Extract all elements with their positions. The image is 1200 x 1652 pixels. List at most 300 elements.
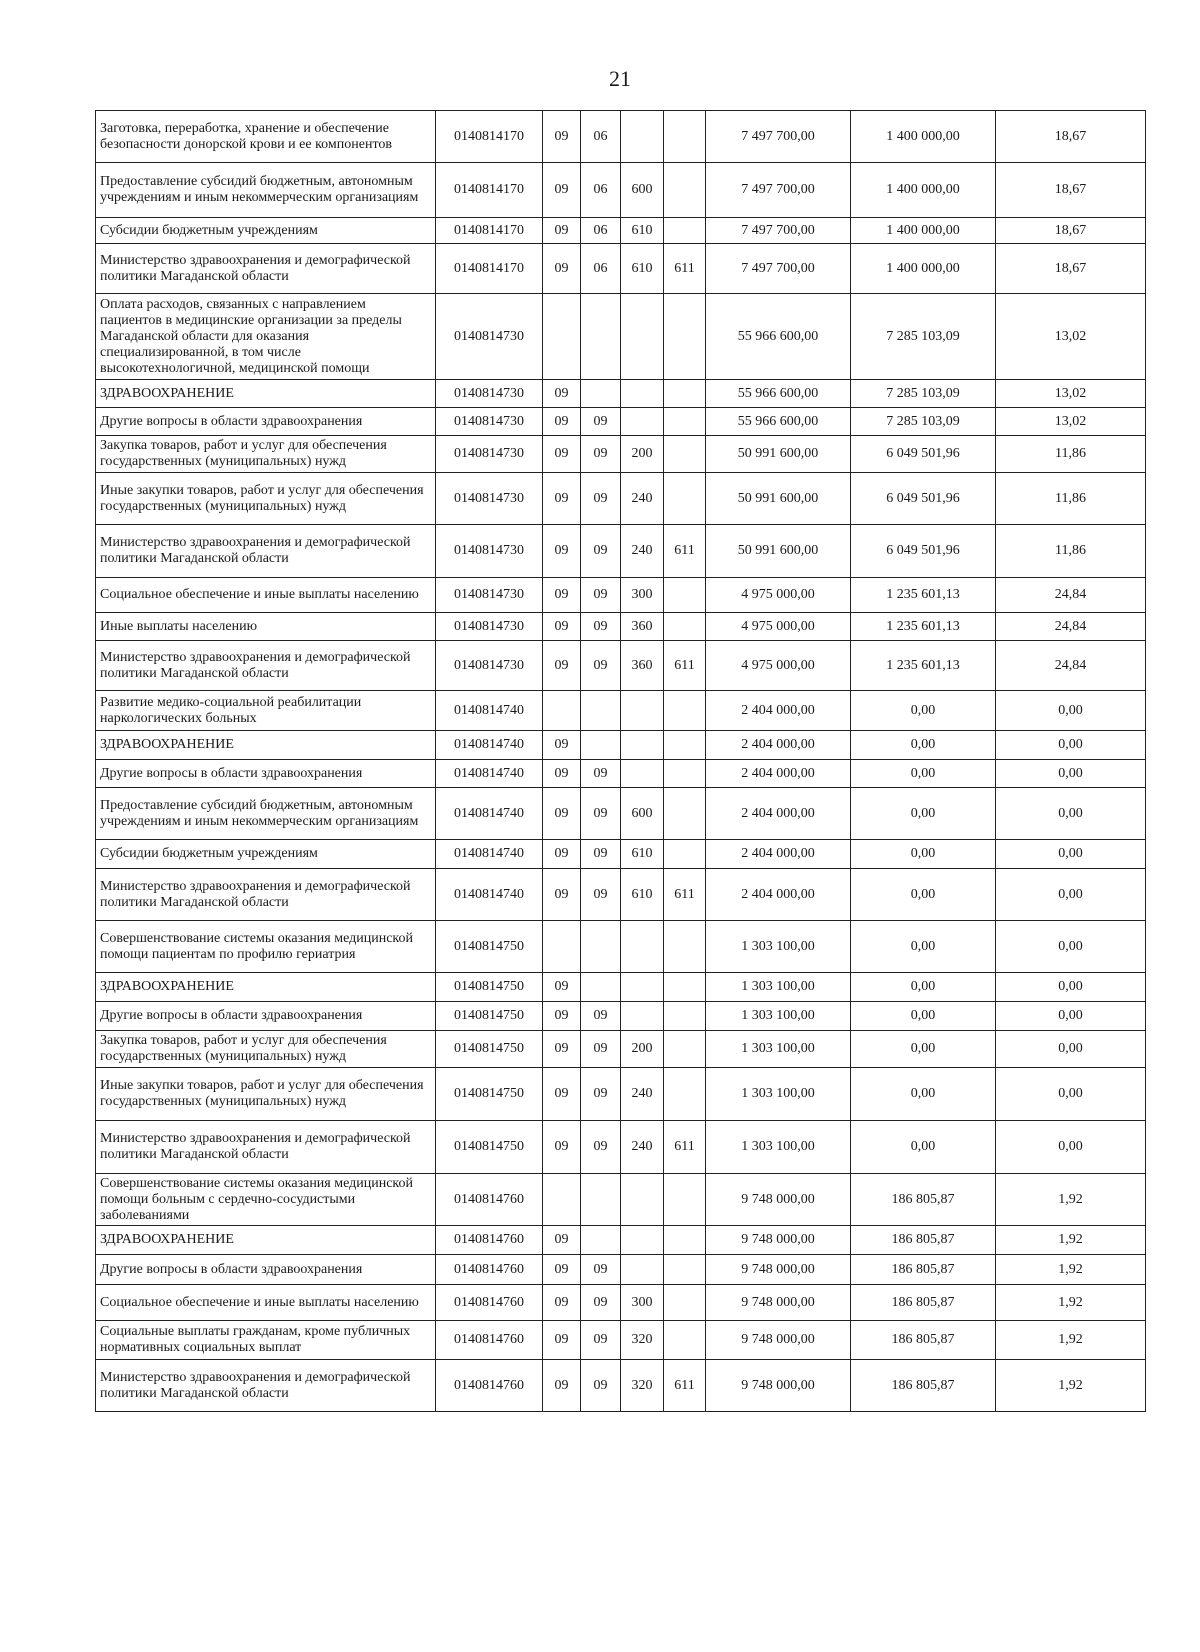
- row-target-code: 0140814170: [436, 244, 543, 294]
- row-target-code: 0140814730: [436, 641, 543, 691]
- row-planned-amount: 4 975 000,00: [706, 641, 851, 691]
- row-actual-amount: 1 400 000,00: [851, 111, 996, 163]
- row-execution-percent: 1,92: [996, 1226, 1146, 1255]
- row-execution-percent: 1,92: [996, 1285, 1146, 1321]
- table-row: [96, 294, 1146, 380]
- row-execution-percent: 0,00: [996, 1068, 1146, 1121]
- row-execution-percent: 0,00: [996, 788, 1146, 840]
- row-name: Социальное обеспечение и иные выплаты населению: [96, 578, 436, 613]
- table-row: [96, 1068, 1146, 1121]
- row-actual-amount: 0,00: [851, 731, 996, 760]
- row-target-code: 0140814760: [436, 1226, 543, 1255]
- row-administrator-code: [664, 691, 706, 731]
- row-planned-amount: 1 303 100,00: [706, 973, 851, 1002]
- row-name: ЗДРАВООХРАНЕНИЕ: [96, 380, 436, 408]
- row-subsection: 09: [581, 1360, 621, 1412]
- row-planned-amount: 1 303 100,00: [706, 1068, 851, 1121]
- row-execution-percent: 18,67: [996, 111, 1146, 163]
- row-expense-type: 610: [621, 869, 664, 921]
- row-actual-amount: 186 805,87: [851, 1321, 996, 1360]
- table-row: [96, 218, 1146, 244]
- row-section: 09: [543, 1226, 581, 1255]
- row-name: Иные выплаты населению: [96, 613, 436, 641]
- row-section: 09: [543, 760, 581, 788]
- row-expense-type: 300: [621, 1285, 664, 1321]
- row-expense-type: 240: [621, 1121, 664, 1174]
- row-target-code: 0140814740: [436, 691, 543, 731]
- row-target-code: 0140814760: [436, 1321, 543, 1360]
- row-name: Совершенствование системы оказания медицинской помощи пациентам по профилю гериатрия: [96, 921, 436, 973]
- row-administrator-code: [664, 921, 706, 973]
- row-actual-amount: 1 400 000,00: [851, 163, 996, 218]
- row-planned-amount: 9 748 000,00: [706, 1255, 851, 1285]
- row-section: 09: [543, 244, 581, 294]
- row-name: Предоставление субсидий бюджетным, автономным учреждениям и иным некоммерческим организациям: [96, 788, 436, 840]
- row-planned-amount: 2 404 000,00: [706, 731, 851, 760]
- table-row: [96, 731, 1146, 760]
- row-section: 09: [543, 1068, 581, 1121]
- row-actual-amount: 0,00: [851, 1031, 996, 1068]
- row-target-code: 0140814730: [436, 525, 543, 578]
- row-planned-amount: 7 497 700,00: [706, 244, 851, 294]
- row-actual-amount: 186 805,87: [851, 1285, 996, 1321]
- row-target-code: 0140814740: [436, 788, 543, 840]
- row-expense-type: 610: [621, 840, 664, 869]
- row-target-code: 0140814170: [436, 111, 543, 163]
- row-actual-amount: 186 805,87: [851, 1226, 996, 1255]
- row-administrator-code: [664, 1255, 706, 1285]
- row-target-code: 0140814750: [436, 1002, 543, 1031]
- row-subsection: 09: [581, 1121, 621, 1174]
- row-target-code: 0140814750: [436, 973, 543, 1002]
- table-row: [96, 840, 1146, 869]
- row-subsection: 09: [581, 525, 621, 578]
- row-subsection: 06: [581, 163, 621, 218]
- row-expense-type: 600: [621, 163, 664, 218]
- table-row: [96, 1360, 1146, 1412]
- row-actual-amount: 1 400 000,00: [851, 218, 996, 244]
- row-administrator-code: [664, 1031, 706, 1068]
- row-execution-percent: 0,00: [996, 973, 1146, 1002]
- row-name: Министерство здравоохранения и демографической политики Магаданской области: [96, 869, 436, 921]
- row-actual-amount: 0,00: [851, 788, 996, 840]
- row-subsection: 06: [581, 111, 621, 163]
- row-expense-type: 320: [621, 1360, 664, 1412]
- row-target-code: 0140814760: [436, 1255, 543, 1285]
- row-section: 09: [543, 869, 581, 921]
- row-planned-amount: 55 966 600,00: [706, 408, 851, 436]
- row-name: Министерство здравоохранения и демографической политики Магаданской области: [96, 1360, 436, 1412]
- row-actual-amount: 6 049 501,96: [851, 525, 996, 578]
- row-execution-percent: 1,92: [996, 1174, 1146, 1226]
- row-target-code: 0140814740: [436, 840, 543, 869]
- row-subsection: [581, 1226, 621, 1255]
- row-name: Развитие медико-социальной реабилитации наркологических больных: [96, 691, 436, 731]
- row-section: 09: [543, 380, 581, 408]
- row-name: Другие вопросы в области здравоохранения: [96, 1255, 436, 1285]
- row-administrator-code: [664, 1174, 706, 1226]
- table-row: [96, 1031, 1146, 1068]
- row-administrator-code: [664, 788, 706, 840]
- row-planned-amount: 4 975 000,00: [706, 578, 851, 613]
- row-section: 09: [543, 731, 581, 760]
- row-execution-percent: 0,00: [996, 731, 1146, 760]
- row-execution-percent: 0,00: [996, 1031, 1146, 1068]
- row-subsection: 09: [581, 578, 621, 613]
- row-target-code: 0140814170: [436, 218, 543, 244]
- row-administrator-code: [664, 380, 706, 408]
- row-administrator-code: [664, 973, 706, 1002]
- row-section: 09: [543, 1031, 581, 1068]
- row-execution-percent: 0,00: [996, 869, 1146, 921]
- row-expense-type: [621, 1002, 664, 1031]
- row-administrator-code: [664, 578, 706, 613]
- table-row: [96, 111, 1146, 163]
- row-expense-type: 360: [621, 641, 664, 691]
- row-name: Министерство здравоохранения и демографической политики Магаданской области: [96, 525, 436, 578]
- row-execution-percent: 11,86: [996, 436, 1146, 473]
- row-name: Другие вопросы в области здравоохранения: [96, 1002, 436, 1031]
- row-execution-percent: 1,92: [996, 1321, 1146, 1360]
- row-subsection: [581, 294, 621, 380]
- row-name: Предоставление субсидий бюджетным, автономным учреждениям и иным некоммерческим организациям: [96, 163, 436, 218]
- row-subsection: 09: [581, 1255, 621, 1285]
- row-planned-amount: 9 748 000,00: [706, 1285, 851, 1321]
- row-section: [543, 294, 581, 380]
- budget-table-body: [96, 111, 1146, 1412]
- row-subsection: 09: [581, 613, 621, 641]
- row-subsection: 09: [581, 408, 621, 436]
- row-section: 09: [543, 840, 581, 869]
- table-row: [96, 163, 1146, 218]
- row-target-code: 0140814760: [436, 1174, 543, 1226]
- row-administrator-code: [664, 1321, 706, 1360]
- row-expense-type: [621, 294, 664, 380]
- row-subsection: 09: [581, 473, 621, 525]
- row-planned-amount: 7 497 700,00: [706, 163, 851, 218]
- row-section: 09: [543, 218, 581, 244]
- row-planned-amount: 2 404 000,00: [706, 760, 851, 788]
- table-row: [96, 788, 1146, 840]
- row-administrator-code: 611: [664, 1360, 706, 1412]
- row-execution-percent: 13,02: [996, 294, 1146, 380]
- row-administrator-code: 611: [664, 244, 706, 294]
- row-name: Другие вопросы в области здравоохранения: [96, 408, 436, 436]
- row-execution-percent: 24,84: [996, 613, 1146, 641]
- row-execution-percent: 0,00: [996, 691, 1146, 731]
- row-planned-amount: 2 404 000,00: [706, 691, 851, 731]
- row-administrator-code: [664, 840, 706, 869]
- table-row: [96, 691, 1146, 731]
- row-expense-type: [621, 921, 664, 973]
- row-administrator-code: [664, 473, 706, 525]
- row-actual-amount: 186 805,87: [851, 1255, 996, 1285]
- row-subsection: [581, 973, 621, 1002]
- row-actual-amount: 1 400 000,00: [851, 244, 996, 294]
- row-execution-percent: 1,92: [996, 1360, 1146, 1412]
- row-execution-percent: 0,00: [996, 840, 1146, 869]
- row-expense-type: 360: [621, 613, 664, 641]
- row-planned-amount: 1 303 100,00: [706, 1002, 851, 1031]
- row-planned-amount: 1 303 100,00: [706, 1121, 851, 1174]
- row-execution-percent: 18,67: [996, 218, 1146, 244]
- row-expense-type: 300: [621, 578, 664, 613]
- row-actual-amount: 1 235 601,13: [851, 641, 996, 691]
- row-target-code: 0140814750: [436, 1068, 543, 1121]
- row-actual-amount: 1 235 601,13: [851, 578, 996, 613]
- row-subsection: [581, 731, 621, 760]
- row-section: 09: [543, 1360, 581, 1412]
- row-actual-amount: 6 049 501,96: [851, 436, 996, 473]
- row-section: 09: [543, 436, 581, 473]
- row-actual-amount: 0,00: [851, 921, 996, 973]
- row-subsection: [581, 921, 621, 973]
- row-section: 09: [543, 1002, 581, 1031]
- row-subsection: 09: [581, 1285, 621, 1321]
- row-target-code: 0140814760: [436, 1285, 543, 1321]
- row-administrator-code: [664, 1002, 706, 1031]
- table-row: [96, 760, 1146, 788]
- row-administrator-code: [664, 760, 706, 788]
- row-execution-percent: 24,84: [996, 578, 1146, 613]
- row-planned-amount: 9 748 000,00: [706, 1321, 851, 1360]
- row-section: 09: [543, 788, 581, 840]
- row-administrator-code: [664, 731, 706, 760]
- row-administrator-code: [664, 294, 706, 380]
- row-planned-amount: 9 748 000,00: [706, 1226, 851, 1255]
- row-expense-type: [621, 408, 664, 436]
- row-target-code: 0140814730: [436, 473, 543, 525]
- row-target-code: 0140814730: [436, 613, 543, 641]
- row-execution-percent: 0,00: [996, 1002, 1146, 1031]
- row-expense-type: [621, 1255, 664, 1285]
- row-actual-amount: 186 805,87: [851, 1360, 996, 1412]
- table-row: [96, 973, 1146, 1002]
- row-target-code: 0140814740: [436, 731, 543, 760]
- row-expense-type: [621, 973, 664, 1002]
- row-expense-type: [621, 731, 664, 760]
- row-planned-amount: 1 303 100,00: [706, 921, 851, 973]
- row-name: ЗДРАВООХРАНЕНИЕ: [96, 973, 436, 1002]
- row-name: Оплата расходов, связанных с направлением пациентов в медицинские организации за пределы Магаданской области для оказания специализированной, в том числе высокотехнологичной, медицинской помощи: [96, 294, 436, 380]
- row-subsection: 09: [581, 1068, 621, 1121]
- row-name: Субсидии бюджетным учреждениям: [96, 840, 436, 869]
- row-subsection: 09: [581, 1002, 621, 1031]
- row-expense-type: 610: [621, 244, 664, 294]
- row-planned-amount: 2 404 000,00: [706, 869, 851, 921]
- table-row: [96, 380, 1146, 408]
- row-name: Совершенствование системы оказания медицинской помощи больным с сердечно-сосудистыми заболеваниями: [96, 1174, 436, 1226]
- row-target-code: 0140814740: [436, 760, 543, 788]
- row-planned-amount: 2 404 000,00: [706, 840, 851, 869]
- row-name: Министерство здравоохранения и демографической политики Магаданской области: [96, 244, 436, 294]
- row-administrator-code: 611: [664, 1121, 706, 1174]
- table-row: [96, 1321, 1146, 1360]
- row-subsection: 09: [581, 760, 621, 788]
- row-administrator-code: 611: [664, 525, 706, 578]
- table-row: [96, 1002, 1146, 1031]
- row-expense-type: 240: [621, 473, 664, 525]
- row-planned-amount: 1 303 100,00: [706, 1031, 851, 1068]
- row-expense-type: 600: [621, 788, 664, 840]
- table-row: [96, 436, 1146, 473]
- row-administrator-code: [664, 1226, 706, 1255]
- row-administrator-code: 611: [664, 641, 706, 691]
- row-subsection: 09: [581, 840, 621, 869]
- row-section: [543, 1174, 581, 1226]
- row-actual-amount: 7 285 103,09: [851, 294, 996, 380]
- row-expense-type: [621, 380, 664, 408]
- table-row: [96, 613, 1146, 641]
- row-name: Другие вопросы в области здравоохранения: [96, 760, 436, 788]
- row-administrator-code: [664, 111, 706, 163]
- row-expense-type: [621, 1226, 664, 1255]
- row-name: Закупка товаров, работ и услуг для обеспечения государственных (муниципальных) нужд: [96, 1031, 436, 1068]
- row-planned-amount: 55 966 600,00: [706, 294, 851, 380]
- row-execution-percent: 1,92: [996, 1255, 1146, 1285]
- row-section: 09: [543, 163, 581, 218]
- table-row: [96, 1174, 1146, 1226]
- row-name: Закупка товаров, работ и услуг для обеспечения государственных (муниципальных) нужд: [96, 436, 436, 473]
- row-subsection: 09: [581, 1031, 621, 1068]
- row-target-code: 0140814760: [436, 1360, 543, 1412]
- row-subsection: 09: [581, 869, 621, 921]
- row-name: Социальные выплаты гражданам, кроме публичных нормативных социальных выплат: [96, 1321, 436, 1360]
- row-planned-amount: 4 975 000,00: [706, 613, 851, 641]
- row-section: 09: [543, 1121, 581, 1174]
- row-target-code: 0140814750: [436, 921, 543, 973]
- table-row: [96, 525, 1146, 578]
- row-expense-type: 240: [621, 525, 664, 578]
- row-subsection: 09: [581, 1321, 621, 1360]
- row-target-code: 0140814730: [436, 380, 543, 408]
- row-section: [543, 921, 581, 973]
- row-actual-amount: 0,00: [851, 973, 996, 1002]
- row-target-code: 0140814740: [436, 869, 543, 921]
- row-administrator-code: [664, 163, 706, 218]
- row-planned-amount: 55 966 600,00: [706, 380, 851, 408]
- row-section: 09: [543, 578, 581, 613]
- row-execution-percent: 18,67: [996, 244, 1146, 294]
- page-number: 21: [609, 66, 631, 91]
- row-subsection: 09: [581, 788, 621, 840]
- row-actual-amount: 0,00: [851, 1068, 996, 1121]
- row-expense-type: 610: [621, 218, 664, 244]
- row-name: Иные закупки товаров, работ и услуг для обеспечения государственных (муниципальных) нужд: [96, 473, 436, 525]
- table-row: [96, 641, 1146, 691]
- table-row: [96, 921, 1146, 973]
- row-name: Иные закупки товаров, работ и услуг для обеспечения государственных (муниципальных) нужд: [96, 1068, 436, 1121]
- row-administrator-code: 611: [664, 869, 706, 921]
- row-execution-percent: 0,00: [996, 1121, 1146, 1174]
- row-expense-type: [621, 111, 664, 163]
- row-actual-amount: 0,00: [851, 869, 996, 921]
- row-section: 09: [543, 525, 581, 578]
- table-row: [96, 869, 1146, 921]
- row-subsection: [581, 1174, 621, 1226]
- row-administrator-code: [664, 218, 706, 244]
- row-target-code: 0140814730: [436, 436, 543, 473]
- row-target-code: 0140814730: [436, 294, 543, 380]
- row-actual-amount: 0,00: [851, 1002, 996, 1031]
- row-expense-type: [621, 691, 664, 731]
- row-execution-percent: 13,02: [996, 380, 1146, 408]
- row-target-code: 0140814170: [436, 163, 543, 218]
- row-name: ЗДРАВООХРАНЕНИЕ: [96, 1226, 436, 1255]
- row-planned-amount: 7 497 700,00: [706, 111, 851, 163]
- row-actual-amount: 186 805,87: [851, 1174, 996, 1226]
- row-name: Заготовка, переработка, хранение и обеспечение безопасности донорской крови и ее компонентов: [96, 111, 436, 163]
- row-name: ЗДРАВООХРАНЕНИЕ: [96, 731, 436, 760]
- row-planned-amount: 9 748 000,00: [706, 1174, 851, 1226]
- row-administrator-code: [664, 436, 706, 473]
- row-actual-amount: 0,00: [851, 840, 996, 869]
- row-planned-amount: 7 497 700,00: [706, 218, 851, 244]
- row-execution-percent: 11,86: [996, 525, 1146, 578]
- table-row: [96, 1255, 1146, 1285]
- row-name: Министерство здравоохранения и демографической политики Магаданской области: [96, 641, 436, 691]
- row-expense-type: [621, 1174, 664, 1226]
- row-actual-amount: 7 285 103,09: [851, 380, 996, 408]
- row-planned-amount: 50 991 600,00: [706, 436, 851, 473]
- row-administrator-code: [664, 613, 706, 641]
- row-section: 09: [543, 1321, 581, 1360]
- row-section: 09: [543, 641, 581, 691]
- row-expense-type: 200: [621, 436, 664, 473]
- row-subsection: [581, 380, 621, 408]
- row-subsection: 09: [581, 436, 621, 473]
- row-administrator-code: [664, 1285, 706, 1321]
- row-actual-amount: 0,00: [851, 1121, 996, 1174]
- row-name: Социальное обеспечение и иные выплаты населению: [96, 1285, 436, 1321]
- row-execution-percent: 24,84: [996, 641, 1146, 691]
- row-execution-percent: 11,86: [996, 473, 1146, 525]
- table-row: [96, 408, 1146, 436]
- row-subsection: [581, 691, 621, 731]
- table-row: [96, 1121, 1146, 1174]
- row-expense-type: 200: [621, 1031, 664, 1068]
- row-section: 09: [543, 973, 581, 1002]
- table-row: [96, 244, 1146, 294]
- row-target-code: 0140814750: [436, 1031, 543, 1068]
- row-actual-amount: 0,00: [851, 760, 996, 788]
- row-name: Субсидии бюджетным учреждениям: [96, 218, 436, 244]
- table-row: [96, 578, 1146, 613]
- row-name: Министерство здравоохранения и демографической политики Магаданской области: [96, 1121, 436, 1174]
- row-execution-percent: 0,00: [996, 921, 1146, 973]
- table-row: [96, 1226, 1146, 1255]
- row-administrator-code: [664, 408, 706, 436]
- row-execution-percent: 18,67: [996, 163, 1146, 218]
- row-expense-type: 320: [621, 1321, 664, 1360]
- row-subsection: 09: [581, 641, 621, 691]
- row-target-code: 0140814730: [436, 408, 543, 436]
- row-planned-amount: 50 991 600,00: [706, 473, 851, 525]
- row-section: 09: [543, 613, 581, 641]
- table-row: [96, 473, 1146, 525]
- row-execution-percent: 0,00: [996, 760, 1146, 788]
- row-section: 09: [543, 111, 581, 163]
- row-section: 09: [543, 408, 581, 436]
- row-expense-type: 240: [621, 1068, 664, 1121]
- budget-table: [95, 110, 1146, 1412]
- table-row: [96, 1285, 1146, 1321]
- row-actual-amount: 0,00: [851, 691, 996, 731]
- row-actual-amount: 1 235 601,13: [851, 613, 996, 641]
- row-actual-amount: 7 285 103,09: [851, 408, 996, 436]
- row-subsection: 06: [581, 218, 621, 244]
- row-planned-amount: 50 991 600,00: [706, 525, 851, 578]
